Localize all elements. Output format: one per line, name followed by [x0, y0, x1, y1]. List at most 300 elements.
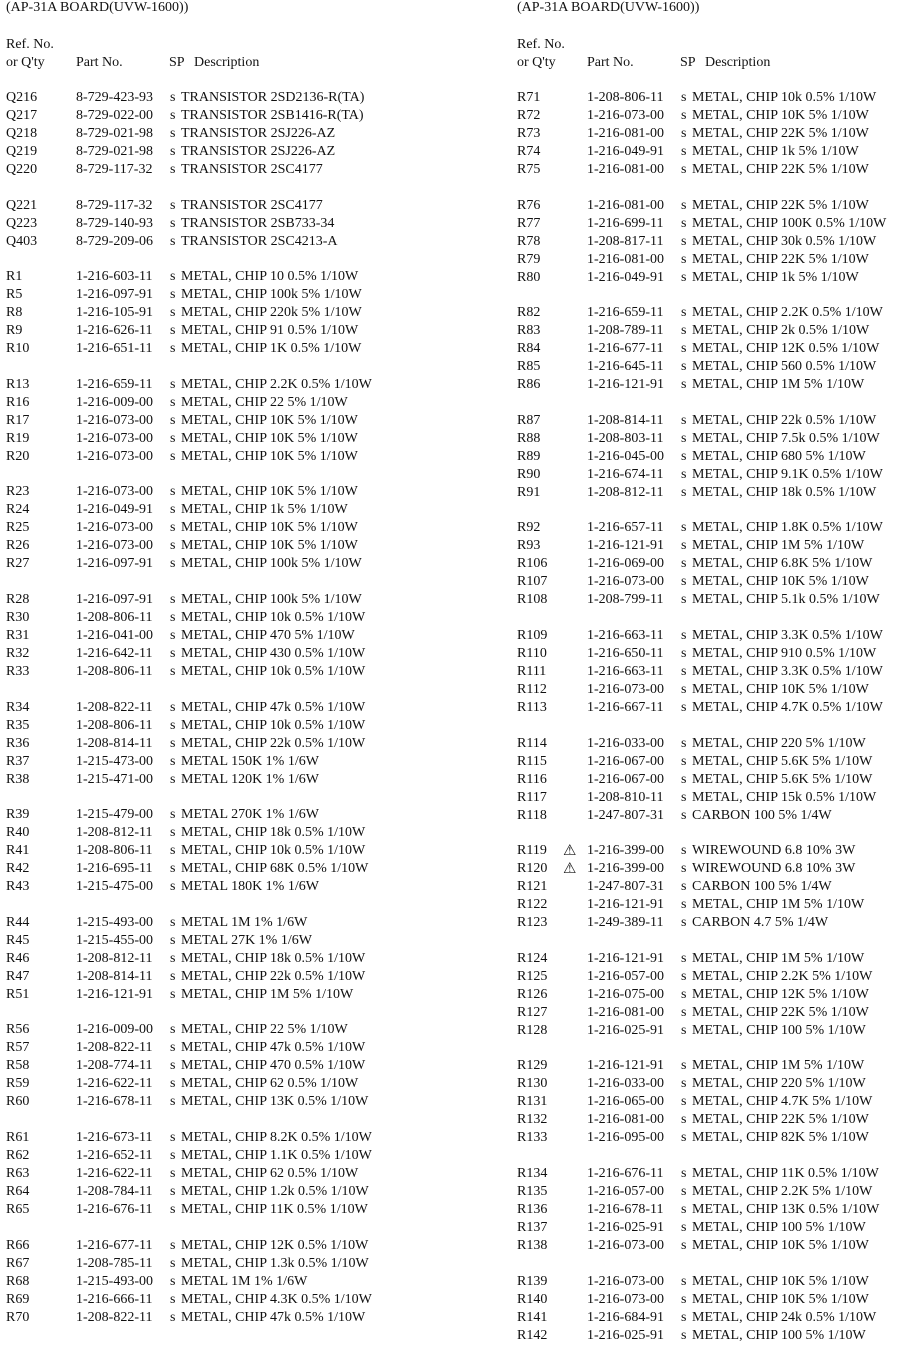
part-group: [517, 519, 917, 609]
part-row: [6, 519, 456, 537]
description: METAL, CHIP 22k 0.5% 1/10W: [181, 968, 366, 984]
ref-no: R109: [517, 627, 548, 643]
description: METAL, CHIP 30k 0.5% 1/10W: [692, 233, 877, 249]
part-row: [517, 681, 917, 699]
sp-flag: s: [170, 1165, 176, 1181]
ref-no: R38: [6, 771, 30, 787]
sp-flag: s: [681, 538, 687, 554]
ref-no: R13: [6, 376, 30, 392]
part-row: [517, 860, 917, 878]
sp-flag: s: [681, 1237, 687, 1253]
part-no: 1-216-073-00: [76, 538, 153, 554]
part-no: 1-208-822-11: [76, 699, 153, 715]
description: CARBON 4.7 5% 1/4W: [692, 915, 829, 931]
ref-no: R5: [6, 287, 23, 303]
description: METAL, CHIP 15k 0.5% 1/10W: [692, 789, 877, 805]
sp-flag: s: [681, 269, 687, 285]
sp-flag: s: [170, 1237, 176, 1253]
ref-no: R76: [517, 197, 541, 213]
part-group: [517, 1165, 917, 1255]
part-no: 1-216-121-91: [587, 377, 664, 393]
part-row: [6, 161, 456, 179]
ref-no: R33: [6, 663, 30, 679]
part-row: [6, 609, 456, 627]
part-row: [517, 842, 917, 860]
ref-no: R125: [517, 968, 548, 984]
ref-no: R44: [6, 914, 30, 930]
ref-no: R23: [6, 484, 30, 500]
header-qty: or Q'ty: [517, 55, 556, 70]
description: METAL, CHIP 22 5% 1/10W: [181, 394, 348, 410]
ref-no: R65: [6, 1201, 30, 1217]
part-row: [517, 771, 917, 789]
part-no: 1-216-603-11: [76, 269, 153, 285]
sp-flag: s: [681, 126, 687, 141]
part-no: 8-729-140-93: [76, 215, 153, 231]
description: METAL, CHIP 13K 0.5% 1/10W: [181, 1094, 369, 1110]
sp-flag: s: [170, 950, 176, 966]
ref-no: R66: [6, 1237, 30, 1253]
description: TRANSISTOR 2SC4177: [181, 197, 323, 213]
ref-no: R71: [517, 90, 541, 105]
ref-no: R58: [6, 1058, 30, 1074]
description: METAL, CHIP 1.2k 0.5% 1/10W: [181, 1183, 369, 1199]
part-row: [6, 376, 456, 394]
ref-no: Q220: [6, 162, 38, 177]
header-part-no: Part No.: [587, 55, 634, 70]
sp-flag: s: [170, 1147, 176, 1163]
description: METAL, CHIP 10K 5% 1/10W: [181, 484, 358, 500]
sp-flag: s: [170, 1255, 176, 1271]
part-row: [6, 340, 456, 358]
part-group: [6, 89, 456, 179]
description: METAL, CHIP 100k 5% 1/10W: [181, 591, 362, 607]
sp-flag: s: [170, 1273, 176, 1289]
sp-flag: s: [681, 915, 687, 931]
sp-flag: s: [681, 197, 687, 213]
part-row: [517, 430, 917, 448]
board-title: (AP-31A BOARD(UVW-1600)): [517, 0, 700, 15]
part-no: 1-216-025-91: [587, 1022, 664, 1038]
ref-no: R128: [517, 1022, 548, 1038]
part-row: [6, 537, 456, 555]
column-header: [517, 36, 917, 72]
parts-table-left: [6, 89, 456, 1344]
part-row: [6, 125, 456, 143]
ref-no: R108: [517, 592, 548, 608]
header-sp: SP: [169, 55, 185, 70]
part-row: [517, 1309, 917, 1327]
part-row: [6, 1201, 456, 1219]
ref-no: R20: [6, 448, 30, 464]
part-no: 1-216-622-11: [76, 1165, 153, 1181]
description: METAL, CHIP 47k 0.5% 1/10W: [181, 1309, 366, 1325]
part-row: [6, 1147, 456, 1165]
part-row: [517, 789, 917, 807]
description: METAL, CHIP 47k 0.5% 1/10W: [181, 1040, 366, 1056]
ref-no: R41: [6, 843, 30, 859]
part-group: [6, 376, 456, 466]
sp-flag: s: [170, 968, 176, 984]
part-no: 1-216-073-00: [587, 574, 664, 590]
ref-no: R90: [517, 466, 541, 482]
description: TRANSISTOR 2SJ226-AZ: [181, 126, 336, 141]
ref-no: R106: [517, 556, 548, 572]
sp-flag: s: [681, 789, 687, 805]
ref-no: R46: [6, 950, 30, 966]
part-no: 1-216-073-00: [76, 412, 153, 428]
part-no: 1-208-774-11: [76, 1058, 153, 1074]
part-group: [517, 950, 917, 1040]
part-no: 1-216-105-91: [76, 305, 153, 321]
part-no: 1-216-033-00: [587, 1076, 664, 1092]
description: METAL, CHIP 22K 5% 1/10W: [692, 197, 869, 213]
part-row: [517, 699, 917, 717]
part-no: 1-215-455-00: [76, 932, 153, 948]
sp-flag: s: [681, 807, 687, 823]
caution-icon: ⚠: [563, 843, 577, 860]
part-no: 1-216-057-00: [587, 1183, 664, 1199]
ref-no: R74: [517, 144, 541, 159]
part-no: 1-208-814-11: [76, 968, 153, 984]
description: METAL, CHIP 1K 0.5% 1/10W: [181, 341, 362, 357]
description: METAL, CHIP 12K 0.5% 1/10W: [692, 341, 880, 357]
sp-flag: s: [170, 341, 176, 357]
sp-flag: s: [681, 1201, 687, 1217]
description: METAL, CHIP 6.8K 5% 1/10W: [692, 556, 873, 572]
part-row: [6, 968, 456, 986]
part-no: 1-208-789-11: [587, 323, 664, 339]
sp-flag: s: [681, 1112, 687, 1128]
sp-flag: s: [170, 412, 176, 428]
description: METAL, CHIP 2.2K 0.5% 1/10W: [692, 305, 883, 321]
ref-no: R25: [6, 520, 30, 536]
part-row: [517, 735, 917, 753]
part-no: 1-216-121-91: [587, 897, 664, 913]
sp-flag: s: [170, 879, 176, 895]
part-no: 1-216-121-91: [587, 1058, 664, 1074]
sp-flag: s: [170, 305, 176, 321]
part-no: 1-216-676-11: [76, 1201, 153, 1217]
ref-no: R115: [517, 753, 547, 769]
part-row: [517, 1291, 917, 1309]
part-no: 1-215-479-00: [76, 807, 153, 823]
ref-no: R78: [517, 233, 541, 249]
description: METAL, CHIP 22K 5% 1/10W: [692, 162, 869, 177]
description: METAL, CHIP 10K 5% 1/10W: [181, 430, 358, 446]
part-no: 1-208-806-11: [76, 609, 153, 625]
sp-flag: s: [681, 645, 687, 661]
ref-no: R1: [6, 269, 23, 285]
part-no: 1-216-073-00: [76, 484, 153, 500]
sp-flag: s: [681, 897, 687, 913]
part-row: [6, 501, 456, 519]
part-row: [6, 1273, 456, 1291]
part-no: 1-216-677-11: [76, 1237, 153, 1253]
ref-no: R40: [6, 825, 30, 841]
sp-flag: s: [681, 305, 687, 321]
sp-flag: s: [681, 341, 687, 357]
ref-no: R75: [517, 162, 541, 177]
ref-no: R122: [517, 897, 548, 913]
sp-flag: s: [681, 251, 687, 267]
ref-no: Q223: [6, 215, 38, 231]
part-no: 1-247-807-31: [587, 807, 664, 823]
description: METAL, CHIP 8.2K 0.5% 1/10W: [181, 1129, 372, 1145]
ref-no: R127: [517, 1004, 548, 1020]
part-row: [6, 591, 456, 609]
description: METAL, CHIP 10K 5% 1/10W: [181, 538, 358, 554]
sp-flag: s: [681, 430, 687, 446]
sp-flag: s: [681, 1058, 687, 1074]
description: METAL, CHIP 10k 0.5% 1/10W: [181, 717, 366, 733]
part-row: [6, 197, 456, 215]
description: METAL, CHIP 100k 5% 1/10W: [181, 287, 362, 303]
part-no: 1-215-473-00: [76, 753, 153, 769]
description: METAL, CHIP 13K 0.5% 1/10W: [692, 1201, 880, 1217]
description: METAL, CHIP 12K 0.5% 1/10W: [181, 1237, 369, 1253]
part-no: 1-216-659-11: [76, 376, 153, 392]
part-group: [6, 268, 456, 358]
part-no: 1-216-045-00: [587, 448, 664, 464]
ref-no: R112: [517, 681, 547, 697]
sp-flag: s: [170, 556, 176, 572]
ref-no: R129: [517, 1058, 548, 1074]
part-no: 1-208-812-11: [587, 484, 664, 500]
description: METAL, CHIP 18k 0.5% 1/10W: [692, 484, 877, 500]
part-row: [517, 968, 917, 986]
part-row: [517, 645, 917, 663]
ref-no: R51: [6, 986, 30, 1002]
part-row: [517, 143, 917, 161]
ref-no: R47: [6, 968, 30, 984]
description: METAL, CHIP 1M 5% 1/10W: [181, 986, 354, 1002]
part-no: 1-216-663-11: [587, 663, 664, 679]
ref-no: R131: [517, 1094, 548, 1110]
sp-flag: s: [681, 1076, 687, 1092]
description: METAL, CHIP 22K 5% 1/10W: [692, 126, 869, 141]
part-row: [6, 1291, 456, 1309]
ref-no: R68: [6, 1273, 30, 1289]
part-row: [6, 430, 456, 448]
header-ref-no: Ref. No.: [6, 37, 54, 52]
ref-no: R120: [517, 861, 548, 877]
sp-flag: s: [681, 1309, 687, 1325]
part-row: [6, 1039, 456, 1057]
part-row: [517, 304, 917, 322]
part-no: 1-208-822-11: [76, 1309, 153, 1325]
part-no: 1-208-822-11: [76, 1040, 153, 1056]
ref-no: R34: [6, 699, 30, 715]
ref-no: R26: [6, 538, 30, 554]
part-no: 1-216-650-11: [587, 645, 664, 661]
part-no: 1-216-073-00: [76, 448, 153, 464]
part-row: [6, 268, 456, 286]
part-no: 1-216-081-00: [587, 162, 664, 177]
description: METAL, CHIP 10k 0.5% 1/10W: [692, 90, 877, 105]
sp-flag: s: [170, 914, 176, 930]
ref-no: R89: [517, 448, 541, 464]
ref-no: R140: [517, 1291, 548, 1307]
sp-flag: s: [681, 753, 687, 769]
description: METAL, CHIP 1.1K 0.5% 1/10W: [181, 1147, 372, 1163]
part-row: [6, 914, 456, 932]
sp-flag: s: [681, 1219, 687, 1235]
sp-flag: s: [170, 430, 176, 446]
part-no: 1-216-067-00: [587, 771, 664, 787]
header-sp: SP: [680, 55, 696, 70]
header-ref-no: Ref. No.: [517, 37, 565, 52]
ref-no: R136: [517, 1201, 548, 1217]
sp-flag: s: [681, 861, 687, 877]
ref-no: R93: [517, 538, 541, 554]
part-group: [517, 1057, 917, 1147]
part-row: [6, 1255, 456, 1273]
part-row: [517, 215, 917, 233]
sp-flag: s: [681, 986, 687, 1002]
ref-no: R42: [6, 861, 30, 877]
description: METAL, CHIP 10 0.5% 1/10W: [181, 269, 359, 285]
part-row: [6, 286, 456, 304]
part-row: [517, 412, 917, 430]
description: METAL, CHIP 47k 0.5% 1/10W: [181, 699, 366, 715]
sp-flag: s: [681, 1004, 687, 1020]
description: METAL, CHIP 100k 5% 1/10W: [181, 556, 362, 572]
part-row: [517, 914, 917, 932]
part-no: 1-216-081-00: [587, 197, 664, 213]
sp-flag: s: [681, 215, 687, 231]
ref-no: R70: [6, 1309, 30, 1325]
sp-flag: s: [170, 502, 176, 518]
part-group: [6, 591, 456, 681]
sp-flag: s: [170, 520, 176, 536]
ref-no: R135: [517, 1183, 548, 1199]
part-row: [6, 1093, 456, 1111]
ref-no: R10: [6, 341, 30, 357]
part-row: [517, 197, 917, 215]
part-no: 1-208-806-11: [76, 663, 153, 679]
description: METAL, CHIP 2.2K 5% 1/10W: [692, 1183, 873, 1199]
part-no: 1-216-622-11: [76, 1076, 153, 1092]
ref-no: R118: [517, 807, 547, 823]
part-row: [517, 358, 917, 376]
ref-no: R27: [6, 556, 30, 572]
part-group: [517, 197, 917, 287]
part-row: [6, 1129, 456, 1147]
part-no: 1-215-493-00: [76, 1273, 153, 1289]
sp-flag: s: [170, 753, 176, 769]
part-group: [6, 699, 456, 789]
part-no: 1-216-097-91: [76, 556, 153, 572]
part-row: [6, 842, 456, 860]
description: METAL 27K 1% 1/6W: [181, 932, 312, 948]
sp-flag: s: [681, 1183, 687, 1199]
part-no: 1-216-065-00: [587, 1094, 664, 1110]
ref-no: R77: [517, 215, 541, 231]
part-no: 1-216-121-91: [587, 950, 664, 966]
sp-flag: s: [681, 520, 687, 536]
ref-no: R117: [517, 789, 547, 805]
part-no: 8-729-423-93: [76, 90, 153, 105]
part-row: [517, 986, 917, 1004]
ref-no: Q218: [6, 126, 38, 141]
sp-flag: s: [681, 90, 687, 105]
description: METAL, CHIP 22k 0.5% 1/10W: [692, 412, 877, 428]
sp-flag: s: [170, 771, 176, 787]
part-no: 8-729-022-00: [76, 108, 153, 123]
ref-no: R19: [6, 430, 30, 446]
part-no: 1-216-081-00: [587, 1112, 664, 1128]
part-row: [6, 878, 456, 896]
sp-flag: s: [170, 394, 176, 410]
ref-no: R82: [517, 305, 541, 321]
part-no: 1-216-678-11: [587, 1201, 664, 1217]
part-no: 1-208-814-11: [587, 412, 664, 428]
part-row: [517, 519, 917, 537]
part-no: 1-216-663-11: [587, 627, 664, 643]
description: METAL, CHIP 18k 0.5% 1/10W: [181, 950, 366, 966]
part-no: 1-208-806-11: [76, 717, 153, 733]
part-no: 1-215-471-00: [76, 771, 153, 787]
sp-flag: s: [170, 108, 176, 123]
part-row: [6, 627, 456, 645]
description: METAL, CHIP 430 0.5% 1/10W: [181, 645, 366, 661]
description: METAL, CHIP 5.1k 0.5% 1/10W: [692, 592, 880, 608]
part-row: [517, 1004, 917, 1022]
sp-flag: s: [681, 968, 687, 984]
ref-no: R124: [517, 950, 548, 966]
description: METAL, CHIP 1.8K 0.5% 1/10W: [692, 520, 883, 536]
part-no: 1-215-475-00: [76, 879, 153, 895]
description: TRANSISTOR 2SB1416-R(TA): [181, 108, 364, 123]
part-no: 1-216-642-11: [76, 645, 153, 661]
part-row: [6, 233, 456, 251]
part-row: [6, 753, 456, 771]
part-row: [517, 1111, 917, 1129]
part-row: [517, 161, 917, 179]
part-row: [517, 1165, 917, 1183]
part-no: 1-216-097-91: [76, 591, 153, 607]
description: METAL, CHIP 1M 5% 1/10W: [692, 538, 865, 554]
part-row: [517, 1219, 917, 1237]
part-no: 1-208-785-11: [76, 1255, 153, 1271]
ref-no: R110: [517, 645, 547, 661]
ref-no: R87: [517, 412, 541, 428]
sp-flag: s: [170, 609, 176, 625]
sp-flag: s: [170, 215, 176, 231]
part-no: 1-216-677-11: [587, 341, 664, 357]
description: METAL, CHIP 470 5% 1/10W: [181, 627, 355, 643]
column-header: [6, 36, 456, 72]
ref-no: R64: [6, 1183, 30, 1199]
part-no: 1-208-806-11: [587, 90, 664, 105]
description: METAL, CHIP 100K 0.5% 1/10W: [692, 215, 887, 231]
part-row: [517, 322, 917, 340]
sp-flag: s: [681, 144, 687, 159]
part-row: [517, 1327, 917, 1345]
sp-flag: s: [681, 108, 687, 123]
sp-flag: s: [681, 484, 687, 500]
sp-flag: s: [681, 592, 687, 608]
description: METAL, CHIP 910 0.5% 1/10W: [692, 645, 877, 661]
part-row: [517, 484, 917, 502]
ref-no: R107: [517, 574, 548, 590]
part-no: 1-216-097-91: [76, 287, 153, 303]
ref-no: R121: [517, 879, 548, 895]
part-row: [517, 89, 917, 107]
part-no: 1-215-493-00: [76, 914, 153, 930]
part-no: 1-216-684-91: [587, 1309, 664, 1325]
